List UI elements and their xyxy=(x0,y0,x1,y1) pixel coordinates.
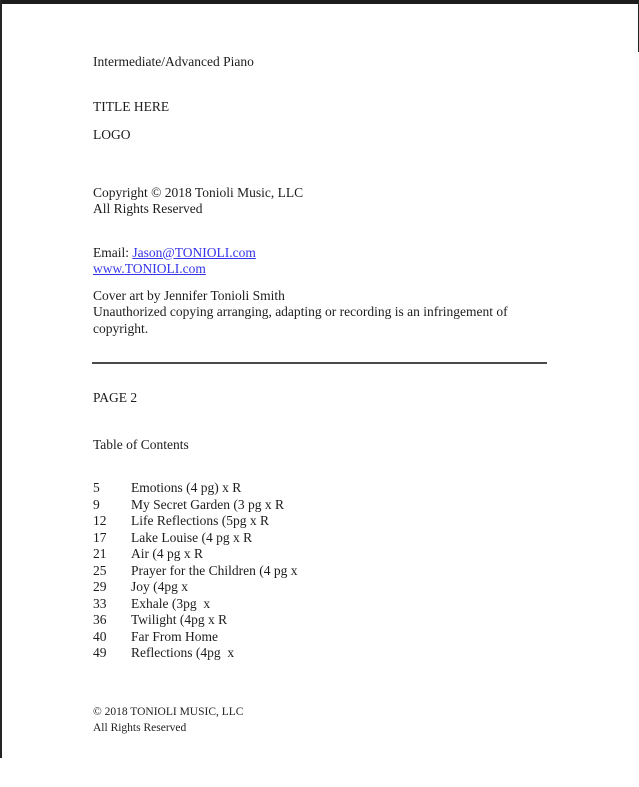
toc-entry-page-number: 12 xyxy=(93,513,107,528)
toc-entry-title: Exhale (3pg x xyxy=(131,595,211,611)
footer-copyright-line: © 2018 TONIOLI MUSIC, LLC xyxy=(93,706,244,718)
toc-entry-title: Prayer for the Children (4 pg x xyxy=(131,562,298,578)
infringement-notice-line2: copyright. xyxy=(93,320,149,336)
toc-entry xyxy=(93,579,599,596)
page2-label: PAGE 2 xyxy=(93,390,138,405)
toc-entry-page-number: 49 xyxy=(93,645,107,660)
toc-entry-title: My Secret Garden (3 pg x R xyxy=(131,496,284,512)
logo-placeholder: LOGO xyxy=(93,127,131,142)
notice-block xyxy=(93,288,599,338)
toc-entry xyxy=(93,563,599,580)
footer-rights-line: All Rights Reserved xyxy=(93,722,187,734)
toc-entry xyxy=(93,612,599,629)
copyright-block xyxy=(93,185,599,218)
toc-entry-page-number: 40 xyxy=(93,628,107,644)
website-line xyxy=(93,261,599,278)
email-line xyxy=(93,245,599,262)
website-link[interactable]: www.TONIOLI.com xyxy=(93,261,206,276)
cover-art-credit: Cover art by Jennifer Tonioli Smith xyxy=(93,287,285,303)
toc-entry-page-number: 29 xyxy=(93,579,107,594)
horizontal-divider xyxy=(92,362,547,364)
copyright-line: Copyright © 2018 Tonioli Music, LLC xyxy=(93,184,304,200)
toc-entry xyxy=(93,480,599,497)
toc-entry-page-number: 36 xyxy=(93,612,107,627)
toc-entry-title: Life Reflections (5pg x R xyxy=(131,513,269,528)
toc-entry-page-number: 9 xyxy=(93,496,100,512)
toc-heading: Table of Contents xyxy=(93,436,189,452)
toc-entry-page-number: 25 xyxy=(93,562,107,578)
toc-entry-page-number: 17 xyxy=(93,529,107,545)
toc-entry xyxy=(93,530,599,547)
toc-entry xyxy=(93,645,599,662)
toc-entry-title: Air (4 pg x R xyxy=(131,546,203,561)
series-label: Intermediate/Advanced Piano xyxy=(93,54,254,69)
toc-entry-page-number: 5 xyxy=(93,480,100,495)
contact-block xyxy=(93,245,599,278)
toc-entry-title: Emotions (4 pg) x R xyxy=(131,480,242,495)
toc-entry xyxy=(93,497,599,514)
toc-entry xyxy=(93,513,599,530)
page-footer xyxy=(93,704,243,736)
toc-entry-title: Lake Louise (4 pg x R xyxy=(131,529,253,545)
toc-entry-page-number: 21 xyxy=(93,546,107,561)
toc-entry-title: Far From Home xyxy=(131,628,218,644)
rights-reserved-line: All Rights Reserved xyxy=(93,201,203,216)
email-link[interactable]: Jason@TONIOLI.com xyxy=(132,244,256,260)
toc-entry-title: Twilight (4pg x R xyxy=(131,612,228,627)
toc-entry xyxy=(93,596,599,613)
infringement-notice-line1: Unauthorized copying arranging, adapting or recording is an infringement of xyxy=(93,304,508,319)
toc-entry xyxy=(93,546,599,563)
toc-entry-title: Reflections (4pg x xyxy=(131,645,235,660)
toc-entry-title: Joy (4pg x xyxy=(131,579,188,594)
title-placeholder: TITLE HERE xyxy=(93,98,170,114)
email-label: Email: xyxy=(93,244,133,260)
toc-entry-page-number: 33 xyxy=(93,595,107,611)
toc-entry xyxy=(93,629,599,646)
table-of-contents xyxy=(93,480,599,662)
